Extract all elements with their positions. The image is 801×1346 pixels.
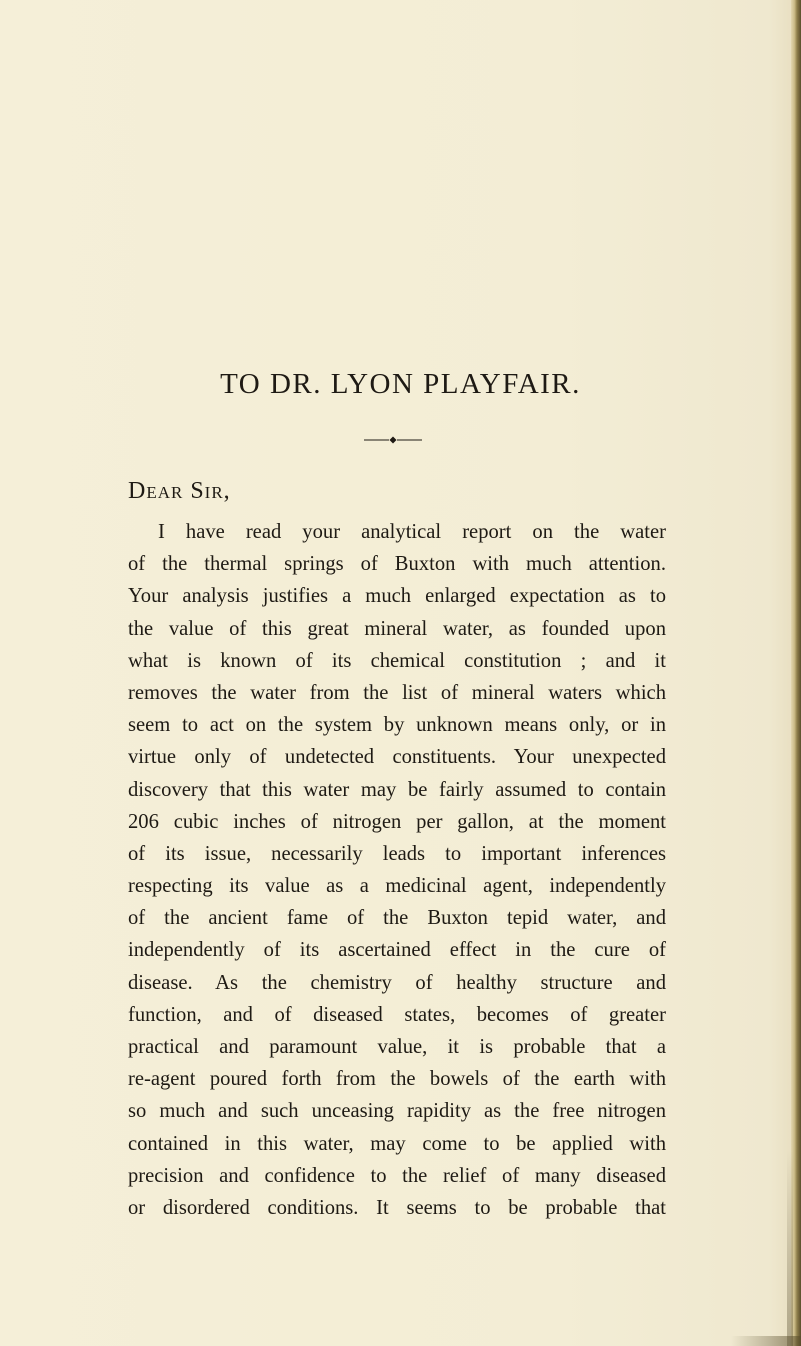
body-line: of its issue, necessarily leads to important inferences [128,842,666,865]
body-line: Your analysis justifies a much enlarged expectation as to [128,585,666,608]
body-line: precision and confidence to the relief of many diseased [128,1164,666,1187]
body-line: practical and paramount value, it is probable that a [128,1036,666,1058]
page-edge [791,0,801,1346]
body-line: I have read your analytical report on the water [158,521,666,543]
body-line: function, and of diseased states, becomes of greater [128,1003,666,1026]
body-line: 206 cubic inches of nitrogen per gallon, at the moment [128,810,666,833]
body-line: re-agent poured forth from the bowels of the earth with [128,1068,666,1091]
body-line: of the ancient fame of the Buxton tepid water, and [128,907,666,930]
letter-body [128,516,666,1224]
body-line: respecting its value as a medicinal agent, independently [128,875,666,898]
salutation: Dear Sir, [128,478,231,504]
body-line: independently of its ascertained effect in the cure of [128,939,666,962]
body-line: discovery that this water may be fairly assumed to contain [128,778,666,801]
letter-heading: TO DR. LYON PLAYFAIR. [220,368,581,400]
body-line: or disordered conditions. It seems to be probable that [128,1196,666,1219]
body-line: disease. As the chemistry of healthy structure and [128,971,666,994]
body-line: seem to act on the system by unknown means only, or in [128,714,666,737]
body-line: contained in this water, may come to be applied with [128,1132,666,1155]
body-line: of the thermal springs of Buxton with much attention. [128,553,666,576]
body-line: the value of this great mineral water, as founded upon [128,617,666,640]
body-line: what is known of its chemical constitution ; and it [128,649,666,672]
body-line: removes the water from the list of mineral waters which [128,681,666,704]
page-corner-shadow [731,1336,801,1346]
diamond-rule-ornament-icon [364,436,422,444]
body-line: virtue only of undetected constituents. Your unexpected [128,746,666,769]
page-edge-shadow [787,1150,793,1346]
body-line: so much and such unceasing rapidity as the free nitrogen [128,1100,666,1123]
